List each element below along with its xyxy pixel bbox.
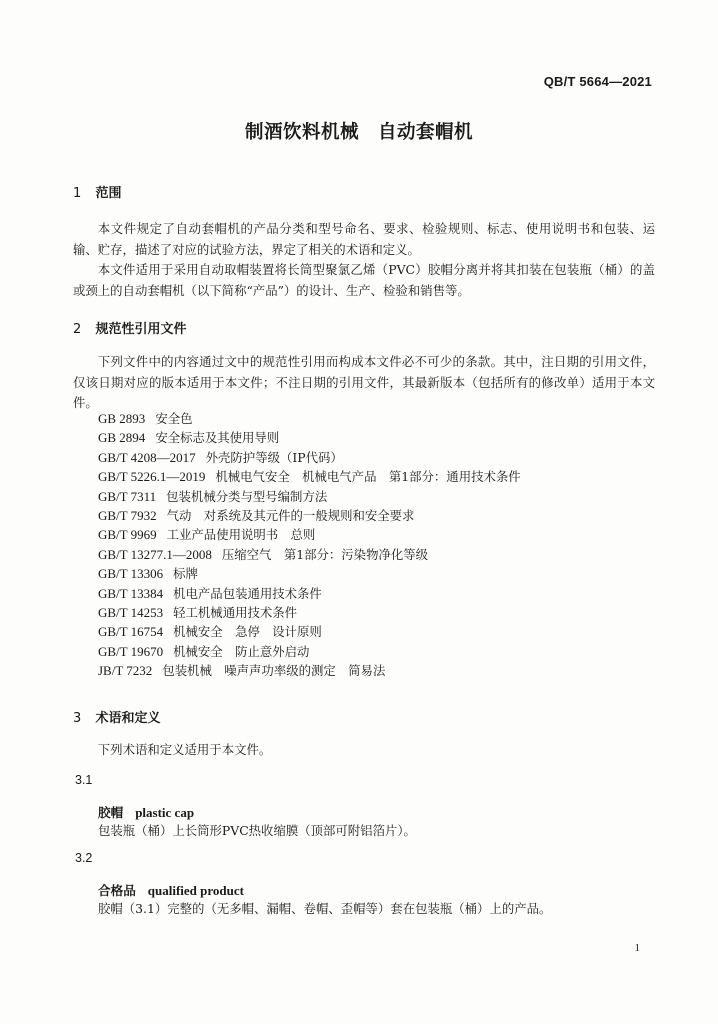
- reference-item: [98, 467, 521, 486]
- page-number: 1: [634, 942, 640, 954]
- section-title: 规范性引用文件: [95, 322, 187, 337]
- reference-title: 包装机械 噪声声功率级的测定 简易法: [162, 663, 386, 679]
- reference-code: GB 2894: [98, 430, 146, 446]
- reference-item: [98, 545, 521, 564]
- clause-number: 3.2: [75, 851, 93, 865]
- reference-title: 轻工机械通用技术条件: [173, 604, 298, 620]
- reference-item: [98, 428, 521, 447]
- reference-title: 机电产品包装通用技术条件: [173, 585, 322, 601]
- reference-item: [98, 409, 521, 428]
- reference-item: [98, 642, 521, 661]
- reference-item: [98, 603, 521, 622]
- reference-title: 工业产品使用说明书 总则: [166, 527, 316, 543]
- reference-title: 包装机械分类与型号编制方法: [166, 488, 328, 504]
- reference-code: GB/T 19670: [98, 643, 164, 659]
- scope-paragraph-1: 本文件规定了自动套帽机的产品分类和型号命名、要求、检验规则、标志、使用说明书和包装、运输、贮存，描述了对应的试验方法，界定了相关的术语和定义。: [73, 221, 655, 257]
- reference-code: GB/T 13277.1—2008: [98, 546, 212, 562]
- reference-code: GB/T 9969: [98, 527, 157, 543]
- reference-item: [98, 487, 521, 506]
- reference-title: 安全色: [155, 411, 193, 426]
- reference-code: GB/T 4208—2017: [98, 449, 196, 465]
- section-title: 术语和定义: [95, 711, 161, 726]
- reference-list: [98, 409, 521, 680]
- reference-code: GB/T 5226.1—2019: [98, 469, 206, 485]
- section-number: 2: [73, 322, 82, 337]
- reference-title: 气动 对系统及其元件的一般规则和安全要求: [166, 507, 415, 523]
- term-heading: [98, 880, 244, 899]
- reference-code: GB/T 14253: [98, 604, 164, 620]
- reference-title: 安全标志及其使用导则: [155, 430, 280, 446]
- term-definition: 包装瓶（桶）上长筒形PVC热收缩膜（顶部可附铝箔片）。: [98, 823, 416, 838]
- term-zh: 合格品: [98, 883, 136, 898]
- reference-code: JB/T 7232: [98, 663, 153, 679]
- reference-code: GB/T 16754: [98, 624, 164, 640]
- section-number: 1: [73, 186, 82, 201]
- reference-item: [98, 525, 521, 544]
- reference-item: [98, 448, 521, 467]
- normative-references-paragraph: 下列文件中的内容通过文中的规范性引用而构成本文件必不可少的条款。其中，注日期的引用文件，仅该日期对应的版本适用于本文件；不注日期的引用文件，其最新版本（包括所有的修改单）适用于本文件。: [73, 354, 655, 410]
- term-definition: 胶帽（3.1）完整的（无多帽、漏帽、卷帽、歪帽等）套在包装瓶（桶）上的产品。: [98, 901, 552, 916]
- reference-code: GB 2893: [98, 411, 146, 426]
- terms-intro-paragraph: 下列术语和定义适用于本文件。: [97, 742, 272, 757]
- reference-title: 标牌: [173, 566, 198, 582]
- reference-code: GB/T 7932: [98, 507, 157, 523]
- reference-item: [98, 506, 521, 525]
- clause-number: 3.1: [75, 773, 93, 787]
- section-1-heading: [73, 182, 122, 201]
- reference-title: 外壳防护等级（IP代码）: [205, 449, 343, 465]
- reference-item: [98, 622, 521, 641]
- section-3-heading: [73, 707, 161, 726]
- term-en: qualified product: [147, 883, 244, 898]
- reference-item: [98, 584, 521, 603]
- reference-item: [98, 661, 521, 680]
- standard-code: QB/T 5664—2021: [543, 74, 652, 89]
- reference-title: 机械安全 防止意外启动: [173, 643, 310, 659]
- term-heading: [98, 802, 194, 821]
- term-zh: 胶帽: [98, 805, 124, 820]
- reference-title: 机械电气安全 机械电气产品 第1部分：通用技术条件: [215, 469, 521, 485]
- reference-code: GB/T 13306: [98, 566, 164, 582]
- section-title: 范围: [95, 186, 122, 201]
- section-2-heading: [73, 318, 187, 337]
- scope-paragraph-2: 本文件适用于采用自动取帽装置将长筒型聚氯乙烯（PVC）胶帽分离并将其扣装在包装瓶（桶）的盖或颈上的自动套帽机（以下简称“产品”）的设计、生产、检验和销售等。: [73, 262, 655, 298]
- reference-code: GB/T 7311: [98, 488, 157, 504]
- reference-item: [98, 564, 521, 583]
- term-en: plastic cap: [135, 805, 195, 820]
- reference-title: 压缩空气 第1部分：污染物净化等级: [221, 546, 429, 562]
- reference-code: GB/T 13384: [98, 585, 164, 601]
- section-number: 3: [73, 711, 82, 726]
- document-title: 制酒饮料机械 自动套帽机: [244, 122, 473, 143]
- reference-title: 机械安全 急停 设计原则: [173, 624, 322, 640]
